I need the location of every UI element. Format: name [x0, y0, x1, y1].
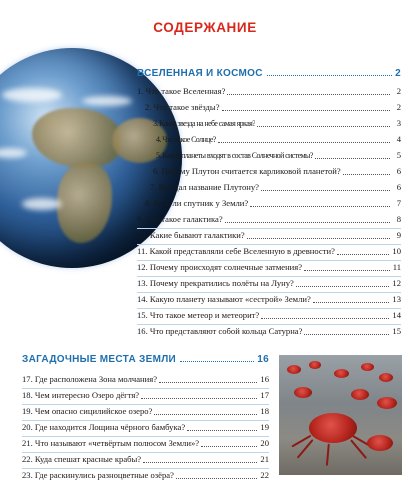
- toc-entry[interactable]: [137, 230, 401, 241]
- toc-entry[interactable]: [22, 454, 269, 465]
- toc-entry-text: 6. Почему Плутон считается карликовой планетой?: [153, 166, 341, 176]
- dot-leader: [247, 238, 390, 239]
- toc-entry[interactable]: [137, 246, 401, 257]
- toc-entry-page: 15: [392, 326, 401, 336]
- toc-entry-page: 6: [396, 166, 401, 176]
- toc-entry-page: 9: [396, 230, 401, 240]
- toc-entry-text: 10. Какие бывают галактики?: [137, 230, 245, 240]
- toc-entry-text: 4. Что такое Солнце?: [156, 135, 216, 144]
- toc-entry-text: 8. Есть ли спутник у Земли?: [145, 198, 249, 208]
- dot-leader: [141, 398, 257, 399]
- toc-entry-page: 7: [396, 198, 401, 208]
- toc-entry-text: 13. Почему прекратились полёты на Луну?: [137, 278, 294, 288]
- dot-leader: [315, 158, 390, 159]
- dot-leader: [261, 190, 390, 191]
- toc-entry-page: 19: [260, 422, 269, 432]
- toc-entry-page: 10: [392, 246, 401, 256]
- row-divider: [22, 468, 269, 469]
- dot-leader: [159, 382, 257, 383]
- toc-entry-text: 7. Кто дал название Плутону?: [150, 182, 259, 192]
- toc-entry[interactable]: [145, 198, 401, 209]
- toc-entry-page: 22: [260, 470, 269, 480]
- section-heading-universe[interactable]: ВСЕЛЕННАЯ И КОСМОС 2: [137, 68, 401, 79]
- toc-entry-text: 22. Куда спешат красные крабы?: [22, 454, 142, 464]
- row-divider: [137, 260, 401, 261]
- toc-entry-page: 5: [396, 150, 401, 160]
- row-divider: [22, 388, 269, 389]
- toc-entry-text: 15. Что такое метеор и метеорит?: [137, 310, 260, 320]
- row-divider: [137, 292, 401, 293]
- toc-entry-text: 21. Что называют «четвёртым полюсом Земли»?: [22, 438, 200, 448]
- dot-leader: [304, 270, 390, 271]
- toc-entry-page: 18: [260, 406, 269, 416]
- toc-entry[interactable]: [22, 422, 269, 433]
- toc-entry-page: 6: [396, 182, 401, 192]
- dot-leader: [337, 254, 390, 255]
- row-divider: [137, 308, 401, 309]
- dot-leader: [296, 286, 390, 287]
- dot-leader: [261, 318, 389, 319]
- row-divider: [137, 244, 401, 245]
- dot-leader: [227, 94, 390, 95]
- toc-entry-page: 4: [396, 134, 401, 144]
- toc-entry[interactable]: [22, 470, 269, 481]
- row-divider: [137, 228, 401, 229]
- row-divider: [22, 404, 269, 405]
- toc-entry-page: 14: [392, 310, 401, 320]
- toc-entry-page: 3: [396, 118, 401, 128]
- toc-entry-text: 20. Где находится Лощина чёрного бамбука?: [22, 422, 186, 432]
- row-divider: [22, 436, 269, 437]
- dot-leader: [222, 110, 390, 111]
- toc-entry[interactable]: [145, 102, 401, 113]
- toc-entry-text: 17. Где расположена Зона молчания?: [22, 374, 158, 384]
- toc-entry-page: 12: [392, 278, 401, 288]
- dot-leader: [304, 334, 389, 335]
- toc-entry[interactable]: [137, 294, 401, 305]
- red-crabs-photo: [279, 355, 402, 475]
- dot-leader: [176, 478, 258, 479]
- toc-entry[interactable]: [22, 374, 269, 385]
- toc-entry-text: 12. Почему происходят солнечные затмения?: [137, 262, 303, 272]
- toc-entry[interactable]: [137, 262, 401, 273]
- toc-entry-page: 8: [396, 214, 401, 224]
- toc-entry-text: 19. Чем опасно сицилийское озеро?: [22, 406, 153, 416]
- dot-leader: [313, 302, 390, 303]
- toc-entry-page: 13: [392, 294, 401, 304]
- toc-entry[interactable]: [156, 150, 401, 161]
- toc-entry[interactable]: [137, 214, 401, 225]
- toc-entry-page: 20: [260, 438, 269, 448]
- row-divider: [22, 452, 269, 453]
- toc-entry-text: 2. Что такое звёзды?: [145, 102, 220, 112]
- dot-leader: [225, 222, 390, 223]
- dot-leader: [187, 430, 257, 431]
- toc-entry-page: 17: [260, 390, 269, 400]
- toc-entry[interactable]: [22, 438, 269, 449]
- toc-entry-text: 11. Какой представляли себе Вселенную в древности?: [137, 246, 335, 256]
- row-divider: [137, 276, 401, 277]
- toc-entry[interactable]: [137, 310, 401, 321]
- toc-entry-text: 3. Какая звезда на небе самая яркая?: [153, 119, 256, 128]
- toc-entry[interactable]: [137, 86, 401, 97]
- toc-entry-text: 5. Какие планеты входят в состав Солнечной системы?: [156, 151, 313, 160]
- toc-entry-text: 23. Где раскинулись разноцветные озёра?: [22, 470, 174, 480]
- row-divider: [22, 420, 269, 421]
- toc-entry-text: 1. Что такое Вселенная?: [137, 86, 226, 96]
- dot-leader: [143, 462, 257, 463]
- dot-leader: [154, 414, 257, 415]
- section-heading-mysterious-places[interactable]: ЗАГАДОЧНЫЕ МЕСТА ЗЕМЛИ 16: [22, 354, 269, 365]
- page-title: СОДЕРЖАНИЕ: [153, 20, 257, 35]
- dot-leader: [201, 446, 257, 447]
- toc-entry-text: 9. Что такое галактика?: [137, 214, 223, 224]
- toc-entry-page: 21: [260, 454, 269, 464]
- toc-entry[interactable]: [150, 182, 401, 193]
- toc-entry-page: 2: [396, 102, 401, 112]
- row-divider: [137, 324, 401, 325]
- toc-entry-text: 18. Чем интересно Озеро дёгтя?: [22, 390, 140, 400]
- toc-entry[interactable]: [22, 390, 269, 401]
- dot-leader: [250, 206, 390, 207]
- toc-entry[interactable]: [22, 406, 269, 417]
- toc-entry[interactable]: [137, 326, 401, 337]
- toc-entry-text: 16. Что представляют собой кольца Сатурна?: [137, 326, 303, 336]
- dot-leader: [343, 174, 390, 175]
- dot-leader: [257, 126, 390, 127]
- toc-entry[interactable]: [156, 134, 401, 145]
- toc-entry-page: 2: [396, 86, 401, 96]
- toc-entry-text: 14. Какую планету называют «сестрой» Земли?: [137, 294, 311, 304]
- toc-entry-page: 16: [260, 374, 269, 384]
- dot-leader: [218, 142, 390, 143]
- toc-entry-page: 11: [392, 262, 401, 272]
- toc-entry[interactable]: [153, 166, 401, 177]
- toc-entry[interactable]: [137, 278, 401, 289]
- toc-entry[interactable]: [153, 118, 401, 129]
